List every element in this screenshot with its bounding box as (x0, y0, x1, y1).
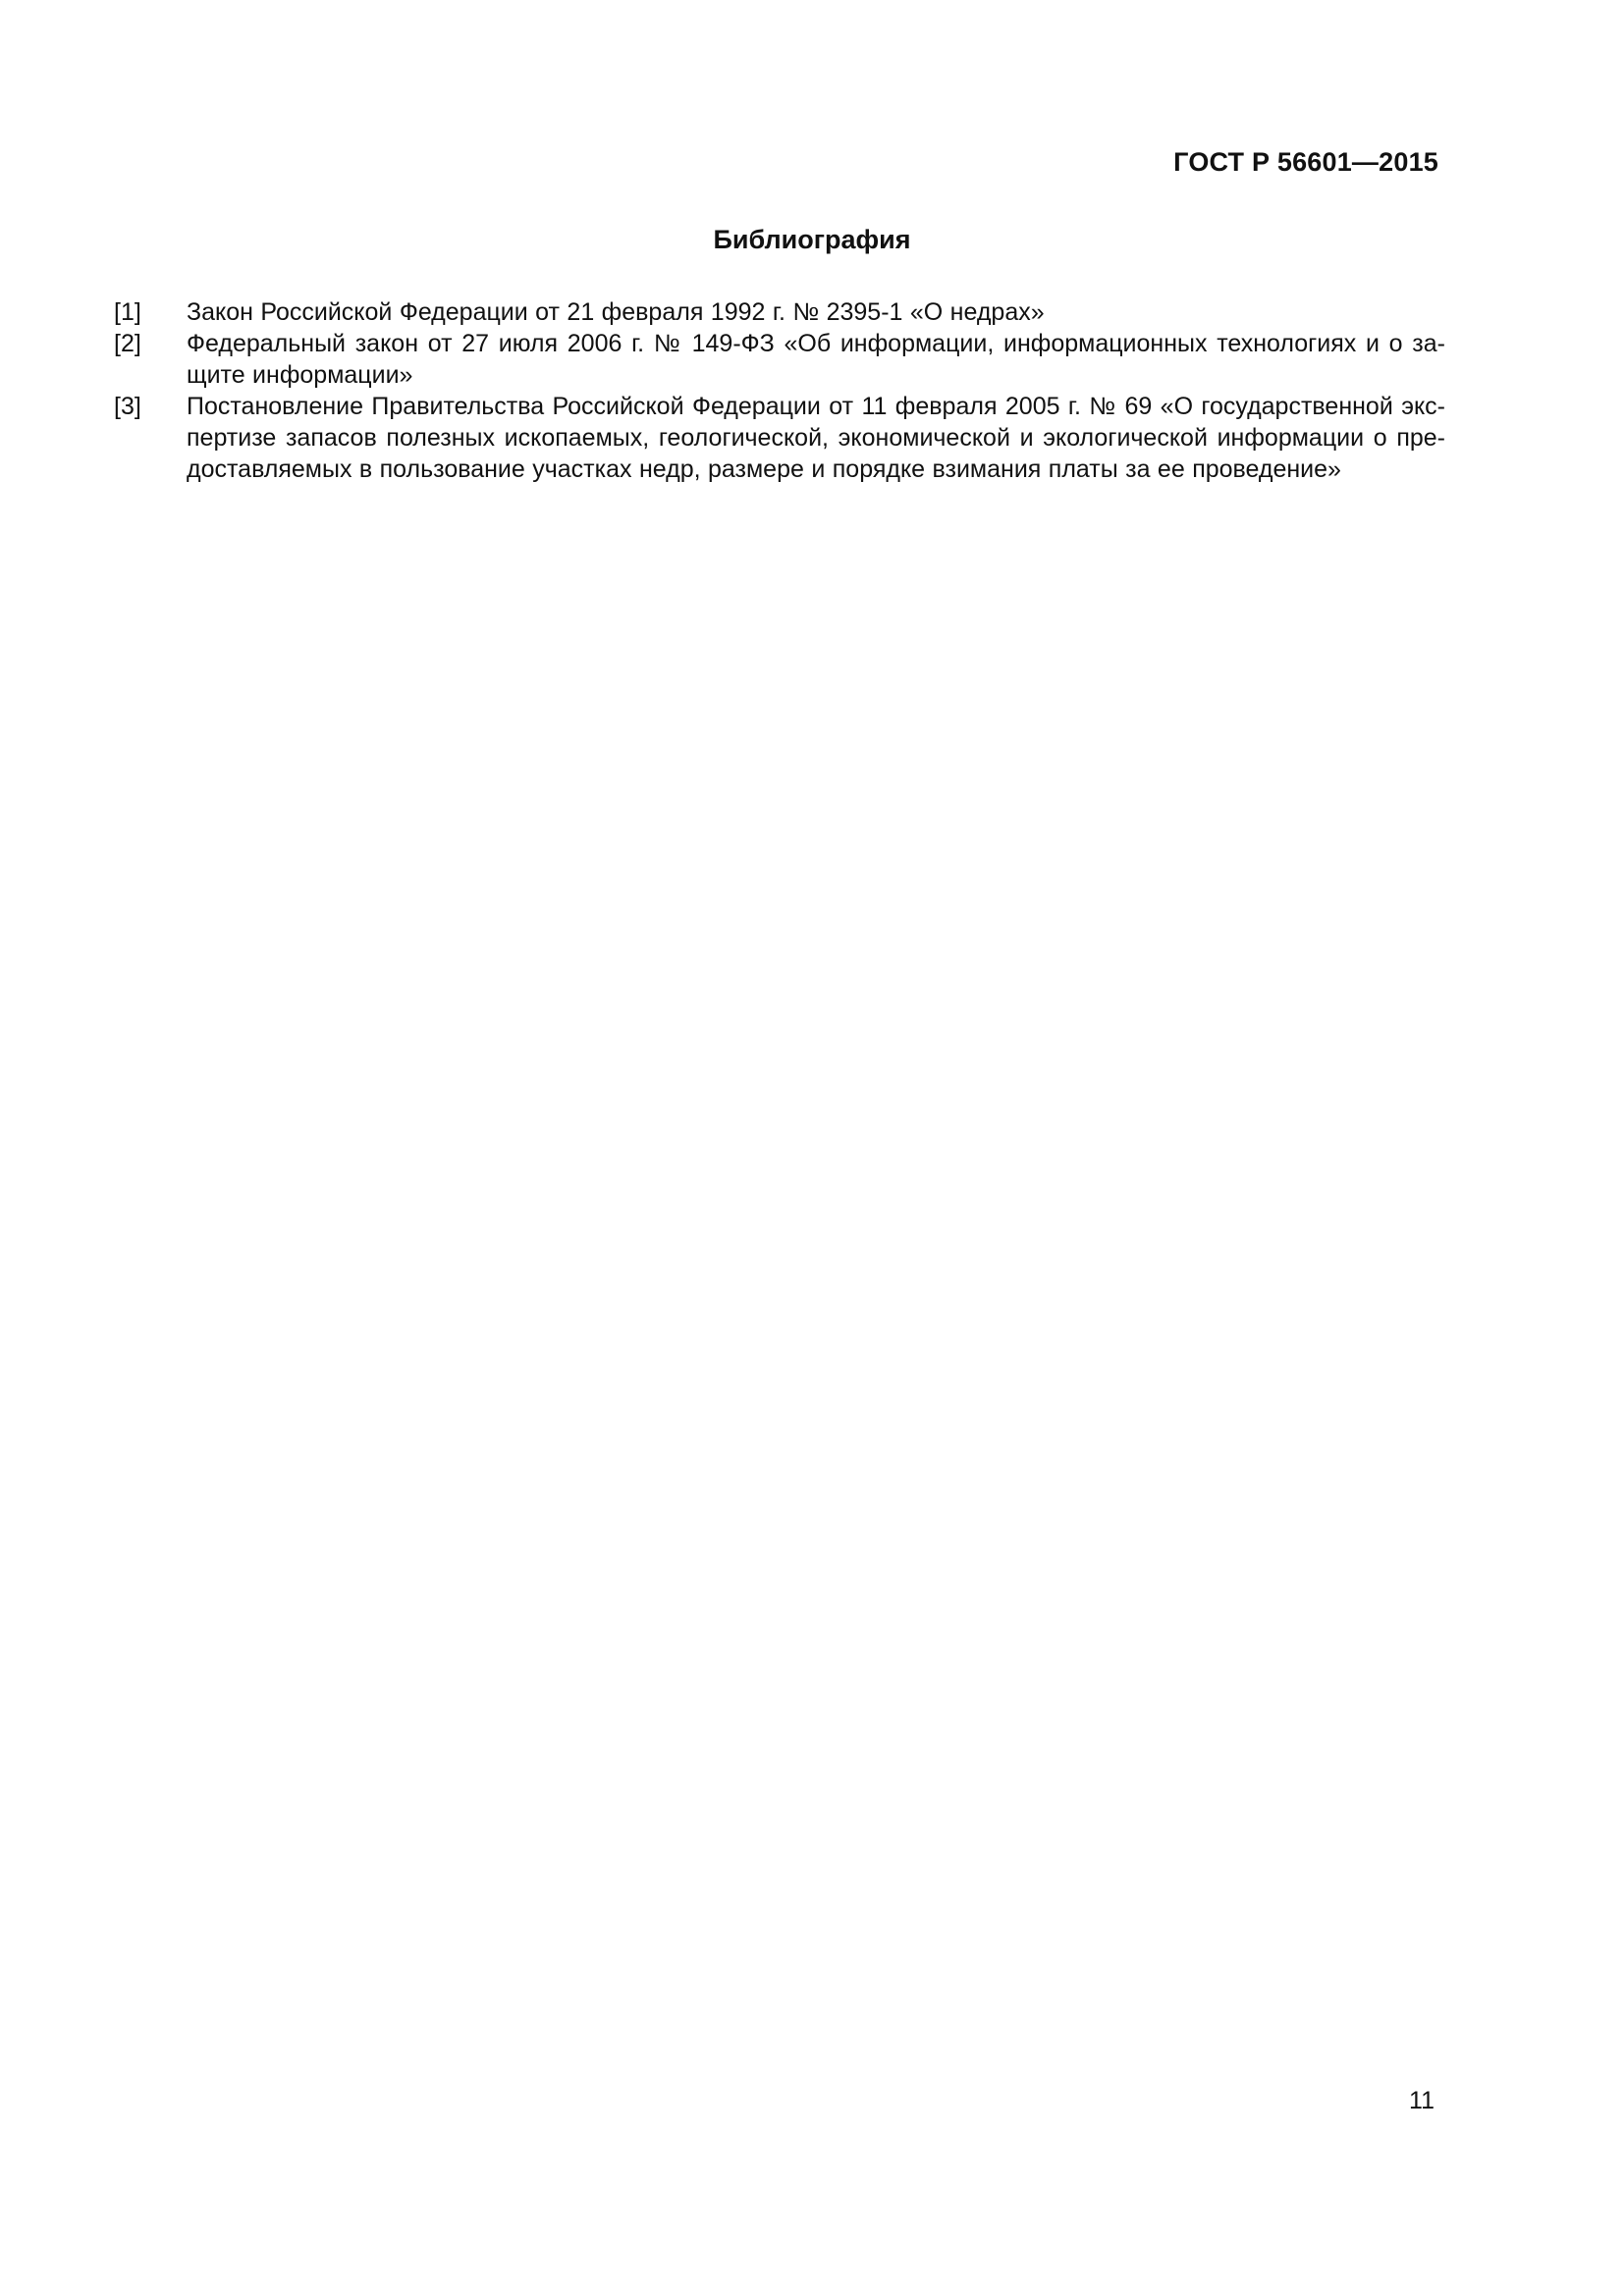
reference-number: [1] (114, 298, 141, 326)
reference-text: Закон Российской Федерации от 21 февраля 1992 г. № 2395-1 «О недрах» (187, 298, 1045, 326)
bibliography-title: Библиография (713, 225, 911, 254)
bibliography-item-3 (114, 391, 1445, 485)
reference-number: [3] (114, 393, 141, 420)
reference-text: Федеральный закон от 27 июля 2006 г. № 149-ФЗ «Об информации, информационных технологиях и о защите информации» (187, 330, 1445, 389)
reference-number: [2] (114, 330, 141, 357)
bibliography-list (114, 296, 1445, 485)
bibliography-item-1 (114, 296, 1445, 328)
reference-text: Постановление Правительства Российской Федерации от 11 февраля 2005 г. № 69 «О государственной экспертизе запасов полезных ископаемых, геологической, экономической и экологической информации о предоставляемых в пользование участках недр, размере и порядке взимания платы за ее проведение» (187, 393, 1445, 483)
bibliography-item-2 (114, 328, 1445, 391)
page-number: 11 (1409, 2087, 1435, 2114)
document-code: ГОСТ Р 56601—2015 (1173, 147, 1438, 177)
